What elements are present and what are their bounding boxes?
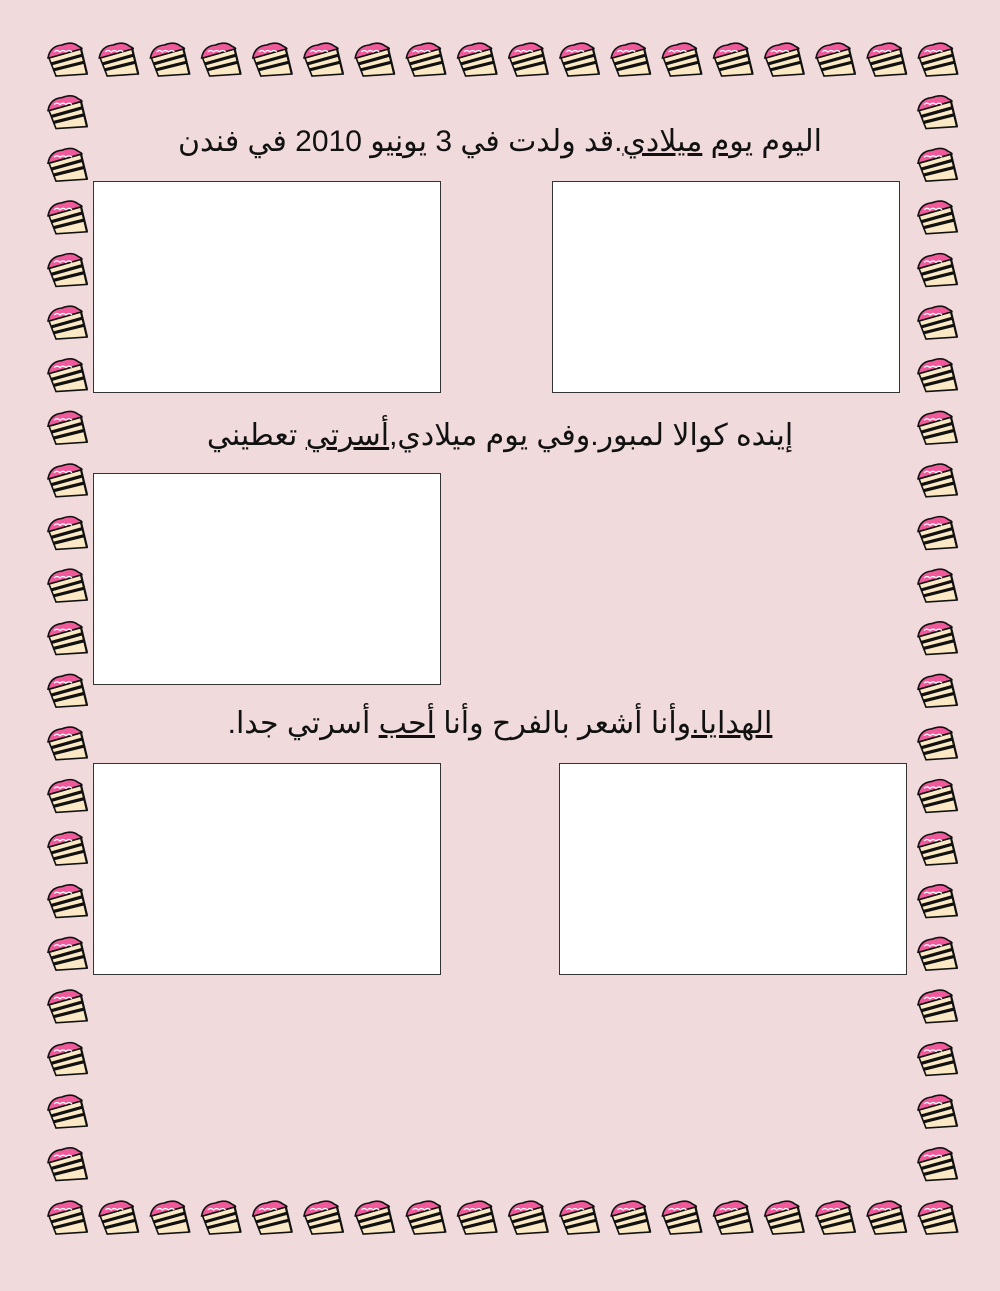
- cake-slice-icon: [714, 43, 753, 76]
- cake-slice-icon: [48, 1095, 87, 1128]
- picture-box-2[interactable]: [552, 181, 900, 393]
- cake-slice-icon: [918, 885, 957, 918]
- cake-slice-icon: [406, 1201, 445, 1234]
- cake-slice-icon: [253, 1201, 292, 1234]
- line2-underlined-word: أسرتي: [305, 419, 390, 452]
- line2-part: إينده كوالا لمبور.وفي يوم ميلادي,: [389, 419, 794, 452]
- cake-slice-icon: [611, 43, 650, 76]
- cake-slice-icon: [48, 517, 87, 550]
- cake-slice-icon: [48, 937, 87, 970]
- cake-slice-icon: [662, 1201, 701, 1234]
- cake-slice-icon: [867, 43, 906, 76]
- cake-slice-icon: [918, 937, 957, 970]
- cake-slice-icon: [48, 411, 87, 444]
- cake-slice-icon: [48, 359, 87, 392]
- cake-slice-icon: [202, 1201, 241, 1234]
- picture-box-1[interactable]: [93, 181, 441, 393]
- line1-part: اليوم: [753, 125, 823, 158]
- cake-slice-icon: [99, 1201, 138, 1234]
- cake-slice-icon: [458, 43, 497, 76]
- cake-slice-icon: [202, 43, 241, 76]
- cake-slice-icon: [48, 727, 87, 760]
- cake-slice-icon: [48, 201, 87, 234]
- line3-underlined-word: أحب: [378, 707, 435, 740]
- picture-box-4[interactable]: [93, 763, 441, 975]
- cake-slice-icon: [48, 832, 87, 865]
- line2-part: تعطيني: [206, 419, 306, 452]
- cake-slice-icon: [918, 464, 957, 497]
- cake-slice-icon: [918, 306, 957, 339]
- line1-part: 2010 في فندن: [177, 125, 371, 158]
- cake-slice-icon: [48, 1043, 87, 1076]
- cake-slice-icon: [406, 43, 445, 76]
- cake-slice-icon: [304, 1201, 343, 1234]
- sentence-line-3: [90, 706, 910, 741]
- cake-slice-icon: [560, 1201, 599, 1234]
- cake-slice-icon: [611, 1201, 650, 1234]
- cake-slice-icon: [867, 1201, 906, 1234]
- cake-slice-icon: [918, 990, 957, 1023]
- cake-slice-icon: [355, 1201, 394, 1234]
- cake-slice-icon: [918, 359, 957, 392]
- sentence-line-2: [90, 418, 910, 453]
- cake-slice-icon: [48, 674, 87, 707]
- cake-slice-icon: [150, 43, 189, 76]
- cake-slice-icon: [816, 1201, 855, 1234]
- cake-slice-icon: [48, 1201, 87, 1234]
- cake-slice-icon: [48, 569, 87, 602]
- cake-slice-icon: [918, 569, 957, 602]
- cake-slice-icon: [48, 1148, 87, 1181]
- cake-slice-icon: [48, 306, 87, 339]
- cake-slice-icon: [918, 1148, 957, 1181]
- cake-slice-icon: [918, 148, 957, 181]
- cake-slice-icon: [918, 254, 957, 287]
- cake-slice-icon: [816, 43, 855, 76]
- cake-slice-icon: [714, 1201, 753, 1234]
- cake-slice-icon: [150, 1201, 189, 1234]
- cake-slice-icon: [48, 622, 87, 655]
- line3-underlined-punct: .: [691, 707, 700, 740]
- line1-underlined-word: يوم: [710, 125, 754, 158]
- cake-slice-icon: [662, 43, 701, 76]
- cake-slice-icon: [918, 1095, 957, 1128]
- cake-slice-icon: [918, 411, 957, 444]
- cake-slice-icon: [918, 1043, 957, 1076]
- cake-slice-icon: [509, 1201, 548, 1234]
- cake-slice-icon: [355, 43, 394, 76]
- cake-slice-icon: [918, 832, 957, 865]
- cake-slice-icon: [253, 43, 292, 76]
- cake-slice-icon: [918, 201, 957, 234]
- cake-slice-icon: [48, 43, 87, 76]
- cake-slice-icon: [48, 780, 87, 813]
- cake-slice-icon: [765, 1201, 804, 1234]
- cake-slice-icon: [99, 43, 138, 76]
- sentence-line-1: [90, 124, 910, 159]
- cake-slice-icon: [918, 622, 957, 655]
- line1-part: [702, 125, 710, 158]
- cake-slice-icon: [918, 43, 957, 76]
- picture-box-5[interactable]: [559, 763, 907, 975]
- line3-part: وأنا أشعر بالفرح وأنا: [434, 707, 692, 740]
- cake-slice-icon: [509, 43, 548, 76]
- cake-slice-icon: [48, 96, 87, 129]
- cake-slice-icon: [48, 148, 87, 181]
- line1-underlined-word: يونيو: [370, 125, 428, 158]
- cake-slice-icon: [304, 43, 343, 76]
- line3-part: أسرتي جدا.: [227, 707, 379, 740]
- cake-slice-icon: [918, 517, 957, 550]
- picture-box-3[interactable]: [93, 473, 441, 685]
- cake-slice-icon: [560, 43, 599, 76]
- cake-slice-icon: [918, 674, 957, 707]
- cake-slice-icon: [918, 727, 957, 760]
- cake-slice-icon: [918, 780, 957, 813]
- cake-slice-icon: [918, 1201, 957, 1234]
- cake-slice-icon: [48, 464, 87, 497]
- line1-underlined-word: ميلادي: [622, 125, 703, 158]
- line3-underlined-word: الهدايا: [699, 707, 773, 740]
- cake-slice-icon: [48, 254, 87, 287]
- cake-slice-icon: [765, 43, 804, 76]
- cake-slice-icon: [48, 885, 87, 918]
- cake-slice-icon: [458, 1201, 497, 1234]
- cake-slice-icon: [918, 96, 957, 129]
- line1-part: .قد ولدت في 3: [427, 125, 623, 158]
- cake-slice-icon: [48, 990, 87, 1023]
